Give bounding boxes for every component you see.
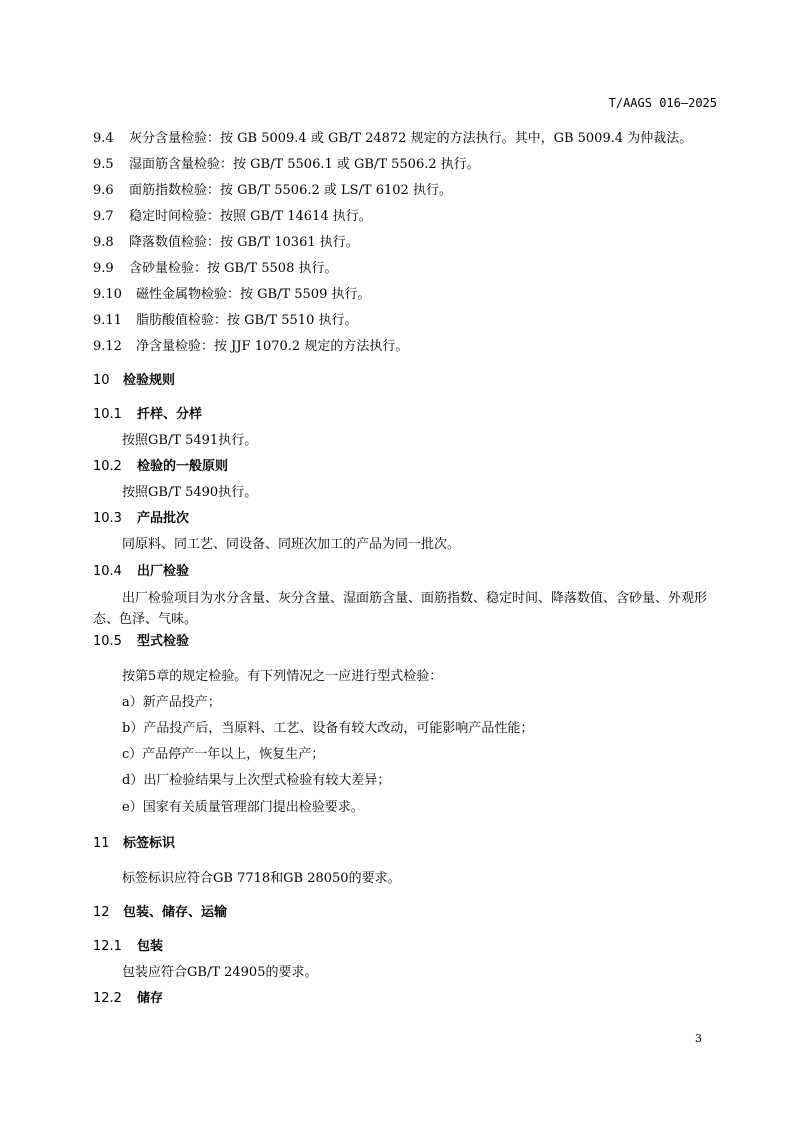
clause-number: 9.6 xyxy=(93,183,114,198)
clause-text: 灰分含量检验：按 GB 5009.4 或 GB/T 24872 规定的方法执行。其中，GB 5009.4 为仲裁法。 xyxy=(129,131,693,146)
clause-text: 含砂量检验：按 GB/T 5508 执行。 xyxy=(129,261,338,276)
list-item-a: a）新产品投产； xyxy=(122,695,221,710)
clause-9-9 xyxy=(93,261,337,277)
document-code-header: T/AAGS 016—2025 xyxy=(608,96,717,110)
clause-text: 脂肪酸值检验：按 GB/T 5510 执行。 xyxy=(136,313,358,328)
subsection-12-2-heading xyxy=(93,991,163,1007)
subsection-number: 10.5 xyxy=(93,634,122,649)
subsection-10-3-heading xyxy=(93,511,189,527)
clause-9-11 xyxy=(93,313,357,329)
clause-9-12 xyxy=(93,339,408,355)
section-12-heading xyxy=(93,905,227,921)
clause-9-10 xyxy=(93,287,370,303)
subsection-number: 10.1 xyxy=(93,407,122,422)
subsection-title: 产品批次 xyxy=(137,511,190,526)
subsection-12-1-text: 包装应符合GB/T 24905的要求。 xyxy=(122,965,318,980)
subsection-title: 扦样、分样 xyxy=(137,407,203,422)
subsection-title: 型式检验 xyxy=(137,634,190,649)
subsection-10-4-heading xyxy=(93,564,189,580)
section-number: 10 xyxy=(93,373,110,388)
clause-number: 9.11 xyxy=(93,313,122,328)
clause-9-4 xyxy=(93,131,692,147)
list-item-e: e）国家有关质量管理部门提出检验要求。 xyxy=(122,800,364,815)
list-item-c: c）产品停产一年以上，恢复生产； xyxy=(122,747,325,762)
subsection-title: 检验的一般原则 xyxy=(137,459,229,474)
clause-text: 面筋指数检验：按 GB/T 5506.2 或 LS/T 6102 执行。 xyxy=(129,183,452,198)
section-title: 检验规则 xyxy=(123,373,176,388)
subsection-number: 12.2 xyxy=(93,991,122,1006)
subsection-10-2-heading xyxy=(93,459,228,475)
clause-number: 9.10 xyxy=(93,287,122,302)
clause-number: 9.5 xyxy=(93,157,114,172)
clause-number: 9.7 xyxy=(93,209,114,224)
list-item-b: b）产品投产后，当原料、工艺、设备有较大改动，可能影响产品性能； xyxy=(122,721,534,736)
clause-number: 9.8 xyxy=(93,235,114,250)
clause-text: 降落数值检验：按 GB/T 10361 执行。 xyxy=(129,235,359,250)
subsection-10-2-text: 按照GB/T 5490执行。 xyxy=(122,485,258,500)
section-10-heading xyxy=(93,373,175,389)
subsection-10-5-heading xyxy=(93,634,189,650)
clause-number: 9.4 xyxy=(93,131,114,146)
subsection-10-1-text: 按照GB/T 5491执行。 xyxy=(122,433,258,448)
section-title: 标签标识 xyxy=(123,836,176,851)
subsection-number: 10.3 xyxy=(93,511,122,526)
subsection-title: 包装 xyxy=(137,939,164,954)
subsection-10-1-heading xyxy=(93,407,202,423)
clause-number: 9.9 xyxy=(93,261,114,276)
section-title: 包装、储存、运输 xyxy=(123,905,228,920)
clause-9-5 xyxy=(93,157,480,173)
subsection-title: 储存 xyxy=(137,991,164,1006)
clause-9-8 xyxy=(93,235,359,251)
clause-text: 净含量检验：按 JJF 1070.2 规定的方法执行。 xyxy=(136,339,409,354)
subsection-12-1-heading xyxy=(93,939,163,955)
subsection-10-3-text: 同原料、同工艺、同设备、同班次加工的产品为同一批次。 xyxy=(122,537,461,552)
clause-number: 9.12 xyxy=(93,339,122,354)
page-number: 3 xyxy=(695,1032,702,1045)
clause-text: 稳定时间检验：按照 GB/T 14614 执行。 xyxy=(129,209,372,224)
list-item-d: d）出厂检验结果与上次型式检验有较大差异； xyxy=(122,773,391,788)
clause-9-6 xyxy=(93,183,452,199)
section-number: 12 xyxy=(93,905,110,920)
section-11-heading xyxy=(93,836,175,852)
subsection-number: 10.4 xyxy=(93,564,122,579)
subsection-number: 10.2 xyxy=(93,459,122,474)
section-11-text: 标签标识应符合GB 7718和GB 28050的要求。 xyxy=(122,871,401,886)
clause-9-7 xyxy=(93,209,372,225)
clause-text: 湿面筋含量检验：按 GB/T 5506.1 或 GB/T 5506.2 执行。 xyxy=(129,157,480,172)
clause-text: 磁性金属物检验：按 GB/T 5509 执行。 xyxy=(136,287,371,302)
subsection-title: 出厂检验 xyxy=(137,564,190,579)
subsection-10-4-text: 出厂检验项目为水分含量、灰分含量、湿面筋含量、面筋指数、稳定时间、降落数值、含砂量、外观形态、色泽、气味。 xyxy=(93,591,708,627)
subsection-10-5-intro: 按第5章的规定检验。有下列情况之一应进行型式检验： xyxy=(122,669,443,684)
section-number: 11 xyxy=(93,836,110,851)
subsection-number: 12.1 xyxy=(93,939,122,954)
